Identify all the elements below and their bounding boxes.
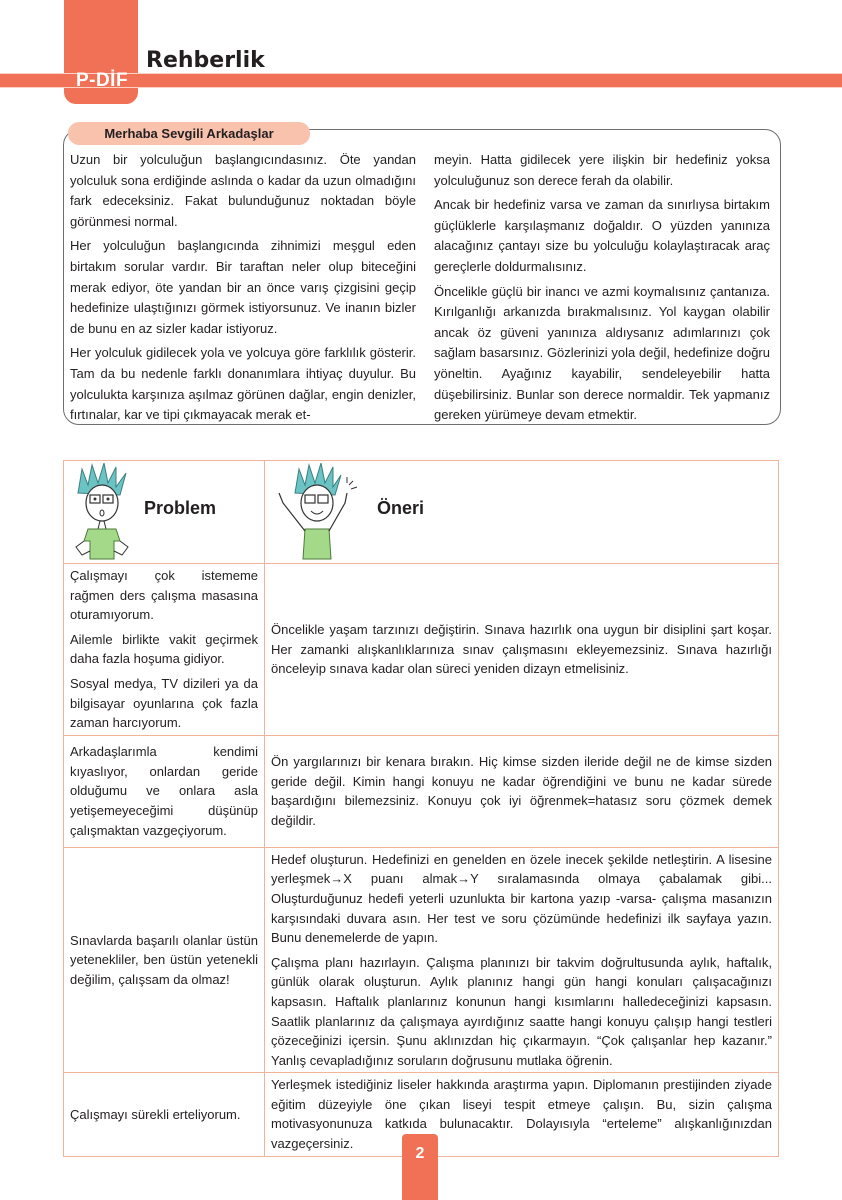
paragraph: Her yolculuk gidilecek yola ve yolcuya göre farklılık gösterir. Tam da bu nedenle farklı donanımlara ihtiyaç duyulur. Bu yolculukta karşınıza aşılmaz görünen dağlar, engin denizler, fırtınalar, kar ve tipi çıkmayacak merak et-	[70, 345, 416, 423]
problem-header-cell	[64, 461, 265, 564]
suggestion-header-cell	[265, 461, 779, 564]
page-title: Rehberlik	[146, 48, 265, 73]
suggestion-cell	[265, 1073, 779, 1156]
problem-text: Sosyal medya, TV dizileri ya da bilgisayar oyunlarına çok fazla zaman harcıyorum.	[70, 675, 258, 731]
suggestion-text: Yerleşmek istediğiniz liseler hakkında araştırma yapın. Diplomanın prestijinden ziyade eğitim düzeyiyle öne çıkan liseyi tespit etmeye çalışın. Bu, sizin çalışma motivasyonunuza katkıda bulunacaktır. Dolayısıyla “erteleme” alışkanlığınızdan vazgeçersiniz.	[271, 1077, 772, 1152]
suggestion-header: Öneri	[377, 498, 425, 518]
suggestion-cell	[265, 735, 779, 847]
problem-cell	[64, 847, 265, 1073]
greeting-heading: Merhaba Sevgili Arkadaşlar	[68, 122, 310, 145]
problem-text: Ailemle birlikte vakit geçirmek daha fazla hoşuma gidiyor.	[70, 631, 258, 667]
problem-cell	[64, 1073, 265, 1156]
table-row	[64, 847, 779, 1073]
logo: P-DİF	[75, 70, 129, 91]
greeting-right-column	[434, 150, 770, 430]
table-row	[64, 564, 779, 736]
suggestion-text: Öncelikle yaşam tarzınızı değiştirin. Sınava hazırlık ona uygun bir disiplini şart koşar. Her zamanki alışkanlıklarınıza sınav çalışmasını ekleyemezsiniz. Sınava hazırlığı önceleyip sınava kadar olan süreci yeniden dizayn etmelisiniz.	[271, 621, 772, 677]
table-header-row	[64, 461, 779, 564]
paragraph: Uzun bir yolculuğun başlangıcındasınız. Öte yandan yolculuk sona erdiğinde aslında o kadar da uzun olmadığını fark edeceksiniz. Fakat bulunduğunuz noktadan böyle görünmesi normal.	[70, 152, 416, 229]
problem-text: Çalışmayı sürekli erteliyorum.	[70, 1106, 241, 1122]
paragraph: Ancak bir hedefiniz varsa ve zaman da sınırlıysa birtakım güçlüklerle karşılaşmanız doğaldır. O yüzden yanınıza alacağınız çantayı size bu yolculuğu kolaylaştıracak araç gereçlerle doldurmalısınız.	[434, 197, 770, 274]
paragraph: Öncelikle güçlü bir inancı ve azmi koymalısınız çantanıza. Kırılganlığı arkanızda bırakmalısınız. Yol kaygan olabilir ancak öz güveni yanınıza aldıysanız adımlarınızı çok sağlam basarsınız. Gözlerinizi yola değil, hedefinize doğru yöneltin. Ayağınız kayabilir, sendeleyebilir hatta düşebilirsiniz. Bunlar son derece normaldir. Tek yapmanız gereken yürümeye devam etmektir.	[434, 283, 770, 423]
suggestion-cell	[265, 564, 779, 736]
table-row	[64, 735, 779, 847]
problem-header: Problem	[144, 498, 217, 518]
problem-cell	[64, 564, 265, 736]
suggestion-text: Ön yargılarınızı bir kenara bırakın. Hiç kimse sizden ileride değil ne de kimse sizden geride değil. Kimin hangi konuyu ne kadar öğrendiğini ve bunu ne kadar sürede başardığını bilemezsiniz. Konuyu çok iyi öğrenmek=hatasız soru çözmek demek değildir.	[271, 754, 772, 828]
page-number: 2	[402, 1134, 438, 1200]
problem-cell	[64, 735, 265, 847]
problem-suggestion-table	[63, 460, 779, 1157]
suggestion-text: Çalışma planı hazırlayın. Çalışma planınızı bir takvim doğrultusunda aylık, haftalık, günlük olarak oluşturun. Aylık planınız hangi gün hangi konuları çalışacağınızı kapsasın. Haftalık planlarınız konunun hangi kısımlarını halledeceğinizi kapsasın. Saatlik planlarınız da çalışmaya ayırdığınız saatte hangi konuyu çalışıp hangi testleri çözeceğinizi içersin. Şunu aklınızdan hiç çıkarmayın. “Çok çalışanlar hep kazanır.” Yanlış cevapladığınız soruların doğrusunu mutlaka öğrenin.	[271, 954, 772, 1068]
paragraph: meyin. Hatta gidilecek yere ilişkin bir hedefiniz yoksa yolculuğunuz son derece ferah da olabilir.	[434, 152, 770, 188]
problem-text: Çalışmayı çok istememe rağmen ders çalışma masasına oturamıyorum.	[70, 568, 258, 623]
greeting-left-column	[70, 150, 416, 430]
problem-text: Sınavlarda başarılı olanlar üstün yetenekliler, ben üstün yetenekli değilim, çalışsam da olmaz!	[70, 932, 258, 987]
problem-text: Arkadaşlarımla kendimi kıyaslıyor, onlardan geride olduğumu ve onlara asla yetişemeyeceğimi düşünüp çalışmaktan vazgeçiyorum.	[70, 744, 258, 838]
cheerful-student-icon	[269, 463, 359, 561]
paragraph: Her yolculuğun başlangıcında zihnimizi meşgul eden birtakım sorular vardır. Bir taraftan neler olup biteceğini merak ediyor, öte yandan bir an önce varış çizgisini geçip hedefinize ulaştığınızı görmek istiyorsunuz. Ve inanın bizler de bunu en az sizler kadar istiyoruz.	[70, 238, 416, 336]
suggestion-text: Hedef oluşturun. Hedefinizi en genelden en özele inecek şekilde netleştirin. A lisesine yerleşmek→X puanı almak→Y sıralamasında olmaya çabalamak gibi... Oluşturduğunuz hedefi yeterli uzunlukta bir kartona yazıp -varsa- çalışma masanızın karşısındaki duvara asın. Her test ve soru çözümünde hedefinizi ilk sayfaya yazın. Bunu denemelerde de yapın.	[271, 851, 772, 946]
confused-student-icon	[68, 463, 138, 561]
suggestion-cell	[265, 847, 779, 1073]
